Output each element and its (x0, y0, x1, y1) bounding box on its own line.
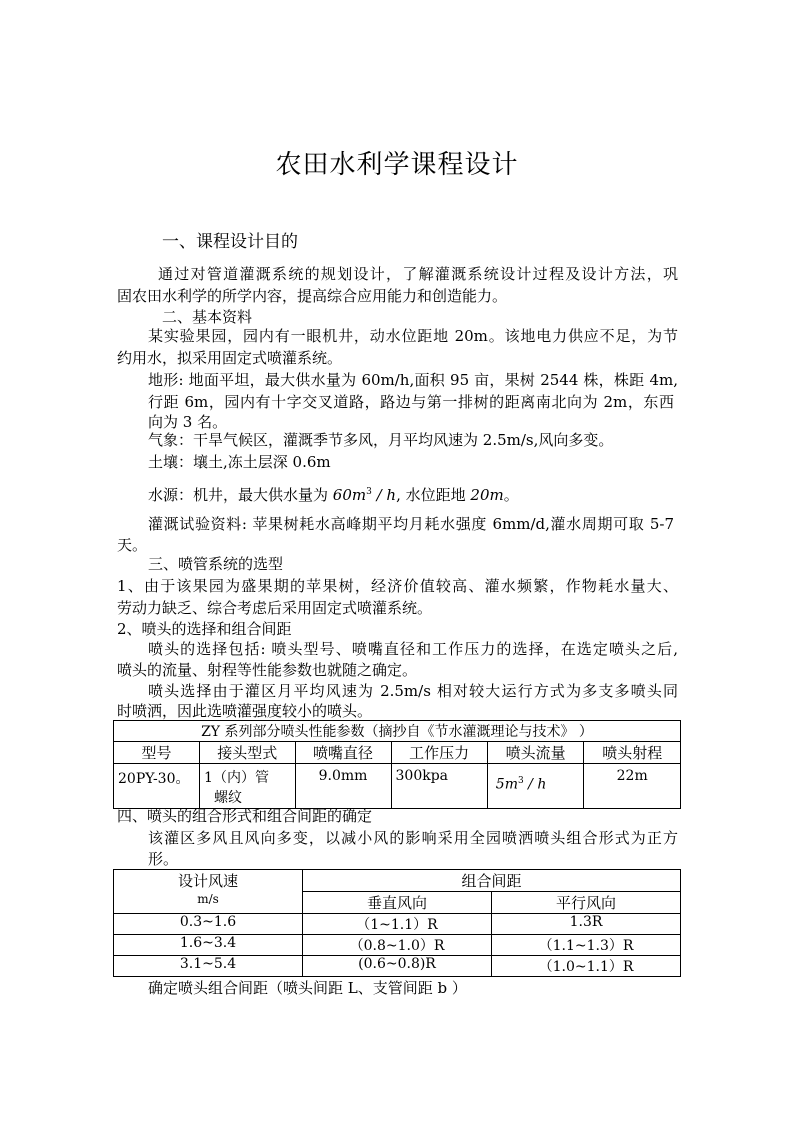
cell-parallel: （1.1~1.3）R (492, 935, 681, 956)
table-caption-row (114, 721, 681, 742)
cell-speed: 0.3~1.6 (114, 914, 303, 935)
paragraph-line: 时喷洒，因此选喷灌强度较小的喷头。 (117, 702, 373, 720)
flow-unit-per: / h (523, 776, 547, 793)
section-heading-4: 四、喷头的组合形式和组合间距的确定 (117, 807, 373, 825)
table-header: 喷头流量 (487, 742, 584, 764)
water-prefix: 水源：机井，最大供水量为 (148, 486, 333, 504)
cell-parallel: 1.3R (492, 914, 681, 935)
water-unit: m (351, 486, 367, 504)
section-heading-3: 三、喷管系统的选型 (148, 555, 284, 573)
cell-speed: 1.6~3.4 (114, 935, 303, 956)
paragraph-line: 某实验果园，园内有一眼机井，动水位距地 20m。该地电力供应不足，为节 (148, 327, 678, 345)
water-value: 60 (332, 486, 352, 504)
table-row (114, 956, 681, 977)
paragraph-line: 气象：干旱气候区，灌溉季节多风，月平均风速为 2.5m/s,风向多变。 (148, 431, 614, 449)
table-header-row (114, 892, 681, 914)
paragraph-line: 天。 (117, 536, 148, 554)
paragraph-line: 喷头的流量、射程等性能参数也就随之确定。 (117, 661, 418, 679)
paragraph-line: 行距 6m，园内有十字交叉道路，路边与第一排树的距离南北向为 2m，东西 (148, 393, 674, 411)
water-unit-per: / h (371, 486, 397, 504)
water-mid: , 水位距地 (396, 486, 471, 504)
table-header: 组合间距 (303, 870, 681, 892)
cell-pressure: 300kpa (391, 764, 487, 809)
cell-speed: 3.1~5.4 (114, 956, 303, 977)
paragraph-line: 向为 3 名。 (148, 413, 228, 431)
water-source-line (148, 482, 519, 505)
cell-flow (487, 764, 584, 809)
section-heading-2: 二、基本资料 (162, 308, 253, 326)
table-header: 工作压力 (391, 742, 487, 764)
cell-joint-line: 1（内）管 (204, 770, 269, 786)
section-heading-1: 一、课程设计目的 (162, 232, 298, 252)
paragraph-line: 1、由于该果园为盛果期的苹果树，经济价值较高、灌水频繁，作物耗水量大、 (117, 577, 678, 595)
table-header: 设计风速 (114, 870, 303, 892)
table-header: 喷头射程 (584, 742, 681, 764)
paragraph-line: 地形: 地面平坦，最大供水量为 60m/h,面积 95 亩，果树 2544 株，株距 4m, (148, 371, 678, 389)
water-unit-exponent: 3 (366, 487, 372, 497)
paragraph-line: 约用水，拟采用固定式喷灌系统。 (117, 349, 343, 367)
nozzle-parameters-table (113, 720, 681, 809)
cell-nozzle: 9.0mm (295, 764, 391, 809)
table-caption: ZY 系列部分喷头性能参数（摘抄自《节水灌溉理论与技术》 ） (114, 721, 681, 742)
paragraph-line: 通过对管道灌溉系统的规划设计，了解灌溉系统设计过程及设计方法，巩 (158, 265, 678, 283)
paragraph-line: 喷头的选择包括: 喷头型号、喷嘴直径和工作压力的选择，在选定喷头之后, (148, 640, 678, 658)
cell-joint (200, 764, 295, 809)
paragraph-line: 灌溉试验资料: 苹果树耗水高峰期平均月耗水强度 6mm/d,灌水周期可取 5-7 (148, 515, 674, 533)
table-header: 型号 (114, 742, 200, 764)
paragraph-line: 固农田水利学的所学内容，提高综合应用能力和创造能力。 (117, 287, 508, 305)
table-header: 垂直风向 (303, 892, 492, 914)
cell-joint-line: 螺纹 (214, 790, 243, 806)
table-header-row (114, 870, 681, 892)
table-header: 喷嘴直径 (295, 742, 391, 764)
paragraph-line: 该灌区多风且风向多变，以减小风的影响采用全园喷洒喷头组合形式为正方 (148, 829, 678, 847)
paragraph-line: 土壤：壤土,冻土层深 0.6m (148, 453, 331, 471)
cell-range: 22m (584, 764, 681, 809)
cell-vertical: （0.8~1.0）R (303, 935, 492, 956)
cell-parallel: （1.0~1.1）R (492, 956, 681, 977)
table-row (114, 935, 681, 956)
table-row (114, 764, 681, 809)
spacing-table (113, 869, 681, 977)
cell-vertical: (0.6~0.8)R (303, 956, 492, 977)
water-depth: 20m (470, 486, 504, 504)
page-title: 农田水利学课程设计 (275, 150, 519, 180)
table-header: 接头型式 (200, 742, 295, 764)
cell-vertical: （1~1.1）R (303, 914, 492, 935)
cell-model: 20PY-30。 (114, 764, 200, 809)
flow-unit: m (504, 776, 518, 793)
table-header-unit: m/s (114, 892, 303, 914)
paragraph-line: 确定喷头组合间距（喷头间距 L、支管间距 b ） (148, 979, 467, 997)
paragraph-line: 喷头选择由于灌区月平均风速为 2.5m/s 相对较大运行方式为多支多喷头同 (148, 682, 678, 700)
flow-value: 5 (495, 776, 505, 793)
table-row (114, 914, 681, 935)
table-header-row (114, 742, 681, 764)
paragraph-line: 2、喷头的选择和组合间距 (117, 620, 292, 638)
paragraph-line: 劳动力缺乏、综合考虑后采用固定式喷灌系统。 (117, 599, 433, 617)
table-header: 平行风向 (492, 892, 681, 914)
water-end: 。 (503, 486, 519, 504)
paragraph-line: 形。 (148, 850, 179, 868)
flow-unit-exponent: 3 (517, 776, 524, 786)
